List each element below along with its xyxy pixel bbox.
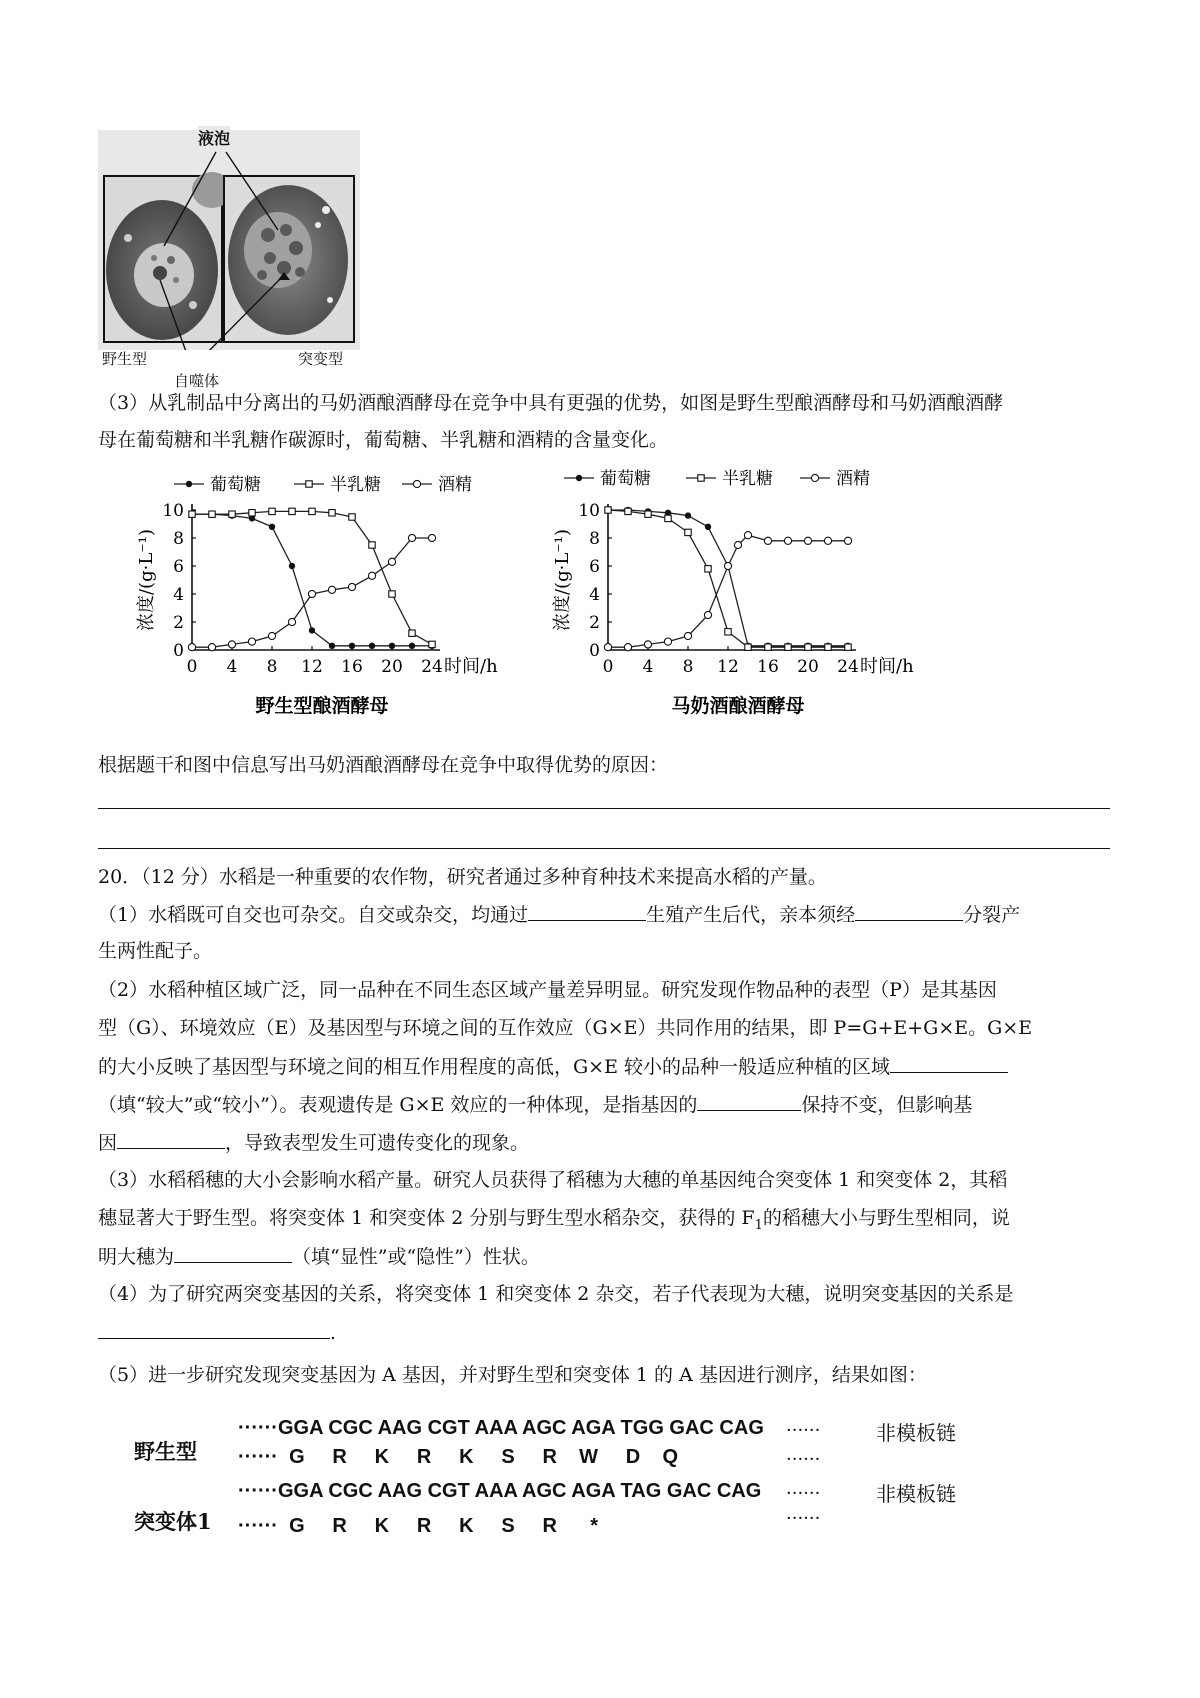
q20-4-line1: （4）为了研究两突变基因的关系，将突变体 1 和突变体 2 杂交，若子代表现为大穗，说明突变基因的关系是 <box>98 1283 1014 1305</box>
q20-4-line2 <box>98 1320 336 1345</box>
series-point-3 <box>408 534 415 541</box>
wild-aa-trailing-dots: ······ <box>786 1449 821 1470</box>
q20-1-text-a: （1）水稻既可自交也可杂交。自交或杂交，均通过 <box>98 904 529 926</box>
series-point-3 <box>328 586 335 593</box>
y-tick-label: 8 <box>173 529 184 549</box>
mutant-1-label: 突变体1 <box>134 1509 212 1534</box>
y-tick-label: 2 <box>589 613 600 633</box>
legend-marker <box>306 481 312 487</box>
mutant-aa-trailing-dots: ······ <box>786 1508 821 1529</box>
x-tick-label: 12 <box>301 657 323 677</box>
series-point-2 <box>229 511 235 517</box>
series-point-2 <box>685 529 691 535</box>
y-axis-label: 浓度/(g·L⁻¹) <box>552 528 573 632</box>
series-point-2 <box>309 508 315 514</box>
mutant-cell <box>224 176 354 342</box>
x-tick-label: 4 <box>642 657 654 677</box>
legend-marker <box>186 481 192 487</box>
q20-2-text-5a: 因 <box>98 1132 118 1154</box>
q20-3-text-3b: （填“显性”或“隐性”）性状。 <box>292 1246 540 1268</box>
y-tick-label: 0 <box>173 641 184 661</box>
series-point-3 <box>248 638 255 645</box>
label-mutant-type: 突变型 <box>298 350 344 368</box>
q20-2-text-4a: （填“较大”或“较小”）。表观遗传是 G×E 效应的一种体现，是指基因的 <box>98 1094 698 1116</box>
series-point-3 <box>684 632 691 639</box>
series-point-1 <box>409 643 415 649</box>
series-point-3 <box>824 537 831 544</box>
series-line-1 <box>608 510 848 646</box>
y-tick-label: 4 <box>589 585 600 605</box>
blank-region-size[interactable] <box>890 1054 1008 1073</box>
series-point-3 <box>308 590 315 597</box>
blank-division-type[interactable] <box>855 902 963 921</box>
series-line-2 <box>192 511 432 644</box>
blank-reproduction-mode[interactable] <box>528 902 646 921</box>
series-point-2 <box>329 510 335 516</box>
series-point-3 <box>764 537 771 544</box>
legend-label: 酒精 <box>836 469 870 489</box>
series-point-3 <box>844 537 851 544</box>
q20-1-line2: 生两性配子。 <box>98 940 213 962</box>
wild-type-label: 野生型 <box>134 1439 197 1464</box>
x-tick-label: 4 <box>226 657 238 677</box>
y-tick-label: 0 <box>589 641 600 661</box>
q20-3-line2 <box>98 1206 1010 1238</box>
series-point-1 <box>329 643 335 649</box>
series-point-3 <box>744 532 751 539</box>
series-point-3 <box>268 632 275 639</box>
legend-marker <box>698 475 704 481</box>
legend-label: 酒精 <box>438 475 472 495</box>
series-point-2 <box>429 641 435 647</box>
series-point-3 <box>228 641 235 648</box>
mutant-strand-note: 非模板链 <box>876 1482 956 1506</box>
series-point-2 <box>745 644 751 650</box>
q20-1-line1 <box>98 902 1020 927</box>
x-axis-label: 时间/h <box>444 656 498 677</box>
series-point-2 <box>825 644 831 650</box>
series-point-1 <box>349 643 355 649</box>
series-point-3 <box>368 572 375 579</box>
q20-3-text-2b: 的稻穗大小与野生型相同，说 <box>762 1207 1010 1229</box>
y-tick-label: 10 <box>162 501 184 521</box>
series-point-3 <box>804 537 811 544</box>
series-line-1 <box>192 514 432 646</box>
blank-dominance[interactable] <box>174 1244 292 1263</box>
series-point-1 <box>369 643 375 649</box>
wild-dna-trailing-dots: ······ <box>786 1420 821 1441</box>
series-point-2 <box>389 591 395 597</box>
series-point-3 <box>644 641 651 648</box>
series-point-3 <box>348 583 355 590</box>
series-point-3 <box>704 611 711 618</box>
wild-type-amino-acids: ······ G R K R K S R W D Q <box>238 1446 678 1468</box>
x-tick-label: 24 <box>837 657 859 677</box>
series-point-2 <box>765 644 771 650</box>
series-point-2 <box>269 508 275 514</box>
series-point-2 <box>645 511 651 517</box>
label-vacuole: 液泡 <box>198 126 230 149</box>
legend-label: 葡萄糖 <box>600 469 651 489</box>
series-point-2 <box>805 644 811 650</box>
q20-2-line1: （2）水稻种植区域广泛，同一品种在不同生态区域产量差异明显。研究发现作物品种的表型（P）是其基因 <box>98 979 997 1001</box>
legend-marker <box>413 480 420 487</box>
y-tick-label: 10 <box>578 501 600 521</box>
q20-2-text-5b: ，导致表型发生可遗传变化的现象。 <box>225 1132 530 1154</box>
series-point-2 <box>369 542 375 548</box>
mutant-1-amino-acids: ······ G R K R K S R * <box>238 1515 599 1537</box>
series-point-3 <box>188 644 195 651</box>
chart-wild-type-yeast <box>112 468 532 738</box>
x-tick-label: 8 <box>682 657 694 677</box>
series-point-2 <box>209 511 215 517</box>
series-point-2 <box>785 644 791 650</box>
series-point-3 <box>288 618 295 625</box>
legend-label: 半乳糖 <box>722 469 773 489</box>
series-point-1 <box>289 563 295 569</box>
q3-prompt: 根据题干和图中信息写出马奶酒酿酒酵母在竞争中取得优势的原因： <box>98 754 669 776</box>
x-tick-label: 20 <box>381 657 403 677</box>
wild-type-dna: ······GGA CGC AAG CGT AAA AGC AGA TGG GAC CAG <box>238 1417 764 1439</box>
series-point-3 <box>428 534 435 541</box>
x-axis-label: 时间/h <box>860 656 914 677</box>
label-wild-type: 野生型 <box>102 350 148 368</box>
q20-3-text-3a: 明大穗为 <box>98 1246 175 1268</box>
q20-2-line2: 型（G）、环境效应（E）及基因型与环境之间的互作效应（G×E）共同作用的结果，即 P=G+E+G×E。G×E <box>98 1017 1033 1039</box>
chart-title: 野生型酿酒酵母 <box>255 695 389 717</box>
series-point-3 <box>208 644 215 651</box>
series-point-2 <box>249 510 255 516</box>
x-tick-label: 12 <box>717 657 739 677</box>
x-tick-label: 0 <box>602 657 614 677</box>
mutant-dna-trailing-dots: ······ <box>786 1483 821 1504</box>
series-point-1 <box>269 524 275 530</box>
y-tick-label: 4 <box>173 585 184 605</box>
blank-gene-relationship[interactable] <box>98 1320 330 1339</box>
q20-2-line4 <box>98 1092 972 1117</box>
series-point-2 <box>845 644 851 650</box>
series-point-1 <box>389 643 395 649</box>
series-line-2 <box>608 510 848 647</box>
legend-label: 葡萄糖 <box>210 475 261 495</box>
y-axis-label: 浓度/(g·L⁻¹) <box>136 528 157 632</box>
blank-gene-effect[interactable] <box>117 1130 225 1149</box>
blank-gene-property[interactable] <box>697 1092 801 1111</box>
answer-line-1[interactable] <box>98 808 1110 809</box>
series-point-2 <box>349 514 355 520</box>
x-tick-label: 24 <box>421 657 443 677</box>
series-point-2 <box>705 566 711 572</box>
legend-label: 半乳糖 <box>330 475 381 495</box>
cell-micrograph-figure <box>98 129 360 390</box>
y-tick-label: 6 <box>173 557 184 577</box>
q20-header: 20．（12 分）水稻是一种重要的农作物，研究者通过多种育种技术来提高水稻的产量。 <box>98 866 827 888</box>
q20-1-text-c: 分裂产 <box>963 904 1021 926</box>
y-tick-label: 6 <box>589 557 600 577</box>
x-tick-label: 16 <box>757 657 779 677</box>
wild-type-cell <box>104 172 232 342</box>
mutant-1-dna: ······GGA CGC AAG CGT AAA AGC AGA TAG GAC CAG <box>238 1480 762 1502</box>
q20-3-line1: （3）水稻稻穗的大小会影响水稻产量。研究人员获得了稻穗为大穗的单基因纯合突变体 1 和突变体 2，其稻 <box>98 1169 1008 1191</box>
chart-kumiss-yeast <box>528 468 948 738</box>
x-tick-label: 8 <box>266 657 278 677</box>
series-point-3 <box>604 644 611 651</box>
series-point-3 <box>624 644 631 651</box>
y-tick-label: 2 <box>173 613 184 633</box>
q20-2-text-3: 的大小反映了基因型与环境之间的相互作用程度的高低，G×E 较小的品种一般适应种植的区域 <box>98 1056 891 1078</box>
q20-3-text-2a: 穗显著大于野生型。将突变体 1 和突变体 2 分别与野生型水稻杂交，获得的 F <box>98 1207 755 1229</box>
wild-strand-note: 非模板链 <box>876 1421 956 1445</box>
series-point-3 <box>724 562 731 569</box>
series-point-3 <box>388 558 395 565</box>
series-point-3 <box>664 638 671 645</box>
series-point-1 <box>309 627 315 633</box>
series-point-2 <box>289 508 295 514</box>
series-point-1 <box>685 512 691 518</box>
series-point-2 <box>605 507 611 513</box>
cell-micrograph <box>98 130 360 380</box>
y-tick-label: 8 <box>589 529 600 549</box>
legend-marker <box>576 475 582 481</box>
series-point-2 <box>725 629 731 635</box>
q20-2-line3 <box>98 1054 1008 1079</box>
series-point-2 <box>189 511 195 517</box>
q20-2-text-4b: 保持不变，但影响基 <box>801 1094 973 1116</box>
x-tick-label: 20 <box>797 657 819 677</box>
q20-1-text-b: 生殖产生后代，亲本须经 <box>646 904 856 926</box>
series-point-3 <box>784 537 791 544</box>
q20-4-period: . <box>330 1322 337 1344</box>
f1-subscript: 1 <box>754 1217 763 1233</box>
series-point-3 <box>734 541 741 548</box>
series-point-2 <box>665 515 671 521</box>
answer-line-2[interactable] <box>98 848 1110 849</box>
q20-2-line5 <box>98 1130 529 1155</box>
legend-marker <box>811 474 818 481</box>
label-autophagosome: 自噬体 <box>174 372 220 390</box>
q20-3-line3 <box>98 1244 540 1269</box>
x-tick-label: 16 <box>341 657 363 677</box>
q20-5-text: （5）进一步研究发现突变基因为 A 基因，并对野生型和突变体 1 的 A 基因进行测序，结果如图： <box>98 1364 927 1386</box>
q3-line1: （3）从乳制品中分离出的马奶酒酿酒酵母在竞争中具有更强的优势，如图是野生型酿酒酵母和马奶酒酿酒酵 <box>98 392 1004 414</box>
series-point-2 <box>625 508 631 514</box>
q3-line2: 母在葡萄糖和半乳糖作碳源时，葡萄糖、半乳糖和酒精的含量变化。 <box>98 429 669 451</box>
chart-title: 马奶酒酿酒酵母 <box>671 695 805 717</box>
series-point-1 <box>705 524 711 530</box>
x-tick-label: 0 <box>186 657 198 677</box>
series-point-2 <box>409 630 415 636</box>
